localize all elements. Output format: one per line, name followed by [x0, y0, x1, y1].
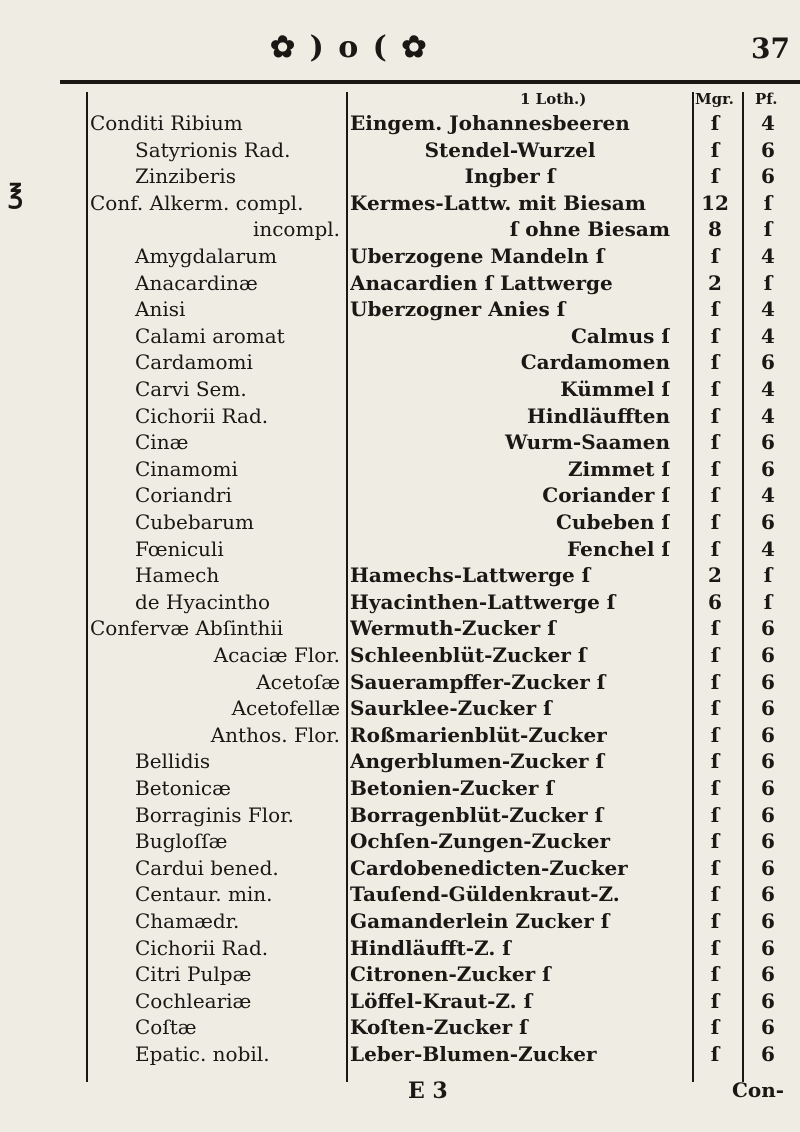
- latin-name: Acetofellæ: [231, 696, 340, 721]
- table-row: [0, 347, 800, 377]
- pf-value: 4: [761, 111, 775, 135]
- table-row: [0, 933, 800, 963]
- mgr-value: ſ: [710, 456, 720, 481]
- german-name: Calmus ſ: [570, 323, 670, 348]
- mgr-value: ſ: [710, 137, 720, 162]
- pf-value: 6: [761, 855, 775, 880]
- mgr-value: ſ: [710, 776, 720, 800]
- pf-value: 6: [761, 988, 775, 1013]
- german-name: Cubeben ſ: [556, 510, 670, 534]
- margin-mark: ℥: [8, 180, 24, 210]
- pf-value: 4: [761, 323, 775, 348]
- latin-name: Carvi Sem.: [135, 377, 247, 401]
- table-row: [0, 560, 800, 590]
- mgr-value: ſ: [710, 988, 720, 1013]
- mgr-value: ſ: [710, 1015, 720, 1040]
- latin-name: Coriandri: [135, 483, 232, 508]
- german-name: Cardamomen: [520, 350, 670, 375]
- latin-name: Acetoſæ: [256, 669, 340, 694]
- pf-value: 6: [761, 456, 775, 481]
- latin-name: Cichorii Rad.: [135, 403, 269, 428]
- german-name: Saurklee-Zucker ſ: [350, 696, 552, 721]
- table-row: [0, 241, 800, 271]
- table-row: [0, 853, 800, 883]
- latin-name: Anthos. Flor.: [210, 722, 340, 747]
- mgr-value: ſ: [710, 696, 720, 721]
- table-row: [0, 906, 800, 936]
- latin-name: Cinamomi: [135, 456, 238, 481]
- unit-heading: 1 Loth.): [520, 90, 587, 108]
- table-row: [0, 480, 800, 510]
- pf-value: 6: [761, 1042, 775, 1066]
- pf-value: 6: [761, 802, 775, 827]
- pf-value: 6: [761, 909, 775, 933]
- german-name: Wurm-Saamen: [505, 430, 670, 455]
- latin-name: Bugloſſæ: [135, 829, 228, 854]
- mgr-heading: Mgr.: [695, 90, 734, 108]
- table-row: [0, 800, 800, 830]
- table-row: [0, 427, 800, 457]
- table-row: [0, 826, 800, 856]
- mgr-value: ſ: [710, 616, 720, 641]
- latin-name: Borraginis Flor.: [135, 802, 294, 827]
- pf-value: 6: [761, 616, 775, 641]
- german-name: Betonien-Zucker ſ: [350, 776, 554, 800]
- german-name: Eingem. Johannesbeeren: [350, 111, 630, 135]
- mgr-value: ſ: [710, 430, 720, 455]
- mgr-value: ſ: [710, 802, 720, 827]
- latin-name: Cubebarum: [135, 510, 254, 534]
- latin-name: Cardui bened.: [135, 855, 279, 880]
- latin-name: Zinziberis: [135, 164, 236, 189]
- latin-name: Betonicæ: [135, 776, 231, 800]
- german-name: Cardobenedicten-Zucker: [350, 855, 628, 880]
- table-row: [0, 135, 800, 165]
- mgr-value: ſ: [710, 643, 720, 667]
- latin-name: Calami aromat: [135, 323, 285, 348]
- pf-value: 4: [761, 483, 775, 508]
- mgr-value: ſ: [710, 244, 720, 268]
- pf-value: 4: [761, 403, 775, 428]
- pf-value: ſ: [763, 190, 773, 215]
- table-row: [0, 693, 800, 723]
- pf-value: ſ: [763, 270, 773, 295]
- german-name: Hyacinthen-Lattwerge ſ: [350, 589, 616, 614]
- latin-name: incompl.: [252, 217, 340, 242]
- latin-name: Centaur. min.: [135, 882, 273, 907]
- german-name: Gamanderlein Zucker ſ: [350, 909, 610, 933]
- mgr-value: ſ: [710, 909, 720, 933]
- pf-value: ſ: [763, 217, 773, 242]
- mgr-value: ſ: [710, 323, 720, 348]
- table-row: [0, 720, 800, 750]
- latin-name: Anacardinæ: [135, 270, 258, 295]
- pf-value: 6: [761, 350, 775, 375]
- pf-value: 6: [761, 962, 775, 987]
- mgr-value: ſ: [710, 510, 720, 534]
- german-name: Löffel-Kraut-Z. ſ: [350, 988, 533, 1013]
- german-name: Hindläufft-Z. ſ: [350, 935, 511, 960]
- mgr-value: ſ: [710, 164, 720, 189]
- latin-name: Cochleariæ: [135, 988, 252, 1013]
- german-name: Schleenblüt-Zucker ſ: [350, 643, 587, 667]
- latin-name: Epatic. nobil.: [135, 1042, 270, 1066]
- pf-value: 6: [761, 669, 775, 694]
- header-rule: [60, 80, 800, 84]
- pf-value: 4: [761, 244, 775, 268]
- german-name: Roßmarienblüt-Zucker: [350, 722, 607, 747]
- pf-value: 6: [761, 722, 775, 747]
- german-name: Citronen-Zucker ſ: [350, 962, 551, 987]
- mgr-value: ſ: [710, 536, 720, 561]
- latin-name: Hamech: [135, 563, 220, 588]
- latin-name: Bellidis: [135, 749, 211, 774]
- latin-name: Acaciæ Flor.: [213, 643, 340, 667]
- table-row: [0, 986, 800, 1016]
- latin-name: Cichorii Rad.: [135, 935, 269, 960]
- mgr-value: ſ: [710, 403, 720, 428]
- table-row: [0, 214, 800, 244]
- pf-value: 6: [761, 749, 775, 774]
- pf-value: 4: [761, 297, 775, 322]
- latin-name: Amygdalarum: [135, 244, 277, 268]
- page-number: 37: [751, 32, 790, 65]
- latin-name: Cinæ: [135, 430, 189, 455]
- pf-value: 6: [761, 829, 775, 854]
- latin-name: Cardamomi: [135, 350, 253, 375]
- german-name: Stendel-Wurzel: [424, 137, 596, 162]
- mgr-value: ſ: [710, 669, 720, 694]
- pf-value: 6: [761, 164, 775, 189]
- pf-value: 6: [761, 643, 775, 667]
- german-name: Anacardien ſ Lattwerge: [350, 270, 613, 295]
- mgr-value: 2: [708, 270, 722, 295]
- latin-name: Fœniculi: [135, 536, 224, 561]
- pf-value: 6: [761, 430, 775, 455]
- german-name: Fenchel ſ: [567, 536, 670, 561]
- latin-name: de Hyacintho: [135, 589, 271, 614]
- mgr-value: ſ: [710, 483, 720, 508]
- pf-heading: Pf.: [755, 90, 778, 108]
- table-row: [0, 1012, 800, 1042]
- mgr-value: ſ: [710, 829, 720, 854]
- pf-value: ſ: [763, 589, 773, 614]
- german-name: Coriander ſ: [542, 483, 670, 508]
- german-name: Koſten-Zucker ſ: [350, 1015, 528, 1040]
- pf-value: 6: [761, 776, 775, 800]
- table-row: [0, 161, 800, 191]
- table-row: [0, 188, 800, 218]
- mgr-value: ſ: [710, 935, 720, 960]
- german-name: Uberzogene Mandeln ſ: [350, 244, 605, 268]
- german-name: Leber-Blumen-Zucker: [350, 1042, 597, 1066]
- table-row: [0, 507, 800, 537]
- mgr-value: ſ: [710, 1042, 720, 1066]
- table-row: [0, 268, 800, 298]
- signature-mark: E 3: [408, 1078, 448, 1104]
- german-name: Kermes-Lattw. mit Biesam: [350, 190, 646, 215]
- pf-value: 4: [761, 377, 775, 401]
- pf-value: 4: [761, 536, 775, 561]
- table-row: [0, 108, 800, 138]
- mgr-value: ſ: [710, 377, 720, 401]
- german-name: Hamechs-Lattwerge ſ: [350, 563, 591, 588]
- mgr-value: ſ: [710, 350, 720, 375]
- mgr-value: ſ: [710, 962, 720, 987]
- table-row: [0, 401, 800, 431]
- table-row: [0, 773, 800, 803]
- latin-name: Citri Pulpæ: [135, 962, 252, 987]
- table-row: [0, 454, 800, 484]
- german-name: Tauſend-Güldenkraut-Z.: [350, 882, 620, 907]
- latin-name: Conf. Alkerm. compl.: [90, 190, 304, 215]
- pf-value: 6: [761, 1015, 775, 1040]
- table-row: [0, 959, 800, 989]
- pf-value: 6: [761, 137, 775, 162]
- table-row: [0, 294, 800, 324]
- latin-name: Coſtæ: [135, 1015, 197, 1040]
- pf-value: 6: [761, 882, 775, 907]
- german-name: Ochſen-Zungen-Zucker: [350, 829, 610, 854]
- german-name: Angerblumen-Zucker ſ: [350, 749, 605, 774]
- table-row: [0, 879, 800, 909]
- catchword: Con-: [732, 1078, 785, 1102]
- latin-name: Satyrionis Rad.: [135, 137, 291, 162]
- pf-value: 6: [761, 696, 775, 721]
- table-row: [0, 587, 800, 617]
- header-ornament: ✿ ) o ( ✿: [270, 30, 429, 65]
- latin-name: Chamædr.: [135, 909, 240, 933]
- pf-value: ſ: [763, 563, 773, 588]
- german-name: Kümmel ſ: [560, 377, 670, 401]
- table-row: [0, 321, 800, 351]
- pf-value: 6: [761, 935, 775, 960]
- table-row: [0, 613, 800, 643]
- latin-name: Anisi: [135, 297, 186, 322]
- mgr-value: ſ: [710, 882, 720, 907]
- latin-name: Conditi Ribium: [90, 111, 243, 135]
- mgr-value: 6: [708, 589, 722, 614]
- german-name: ſ ohne Biesam: [509, 217, 670, 242]
- german-name: Zimmet ſ: [567, 456, 670, 481]
- german-name: Sauerampffer-Zucker ſ: [350, 669, 606, 694]
- table-row: [0, 534, 800, 564]
- mgr-value: 2: [708, 563, 722, 588]
- german-name: Wermuth-Zucker ſ: [350, 616, 556, 641]
- german-name: Hindläufften: [526, 403, 670, 428]
- mgr-value: 8: [708, 217, 722, 242]
- german-name: Ingber ſ: [464, 164, 556, 189]
- page-header: [60, 30, 800, 88]
- mgr-value: ſ: [710, 722, 720, 747]
- table-row: [0, 374, 800, 404]
- mgr-value: ſ: [710, 749, 720, 774]
- mgr-value: ſ: [710, 297, 720, 322]
- pf-value: 6: [761, 510, 775, 534]
- table-row: [0, 640, 800, 670]
- german-name: Uberzogner Anies ſ: [350, 297, 566, 322]
- mgr-value: ſ: [710, 855, 720, 880]
- mgr-value: ſ: [710, 111, 720, 135]
- german-name: Borragenblüt-Zucker ſ: [350, 802, 604, 827]
- latin-name: Confervæ Abſinthii: [90, 616, 284, 641]
- table-row: [0, 746, 800, 776]
- table-row: [0, 1039, 800, 1069]
- table-row: [0, 667, 800, 697]
- mgr-value: 12: [701, 190, 729, 215]
